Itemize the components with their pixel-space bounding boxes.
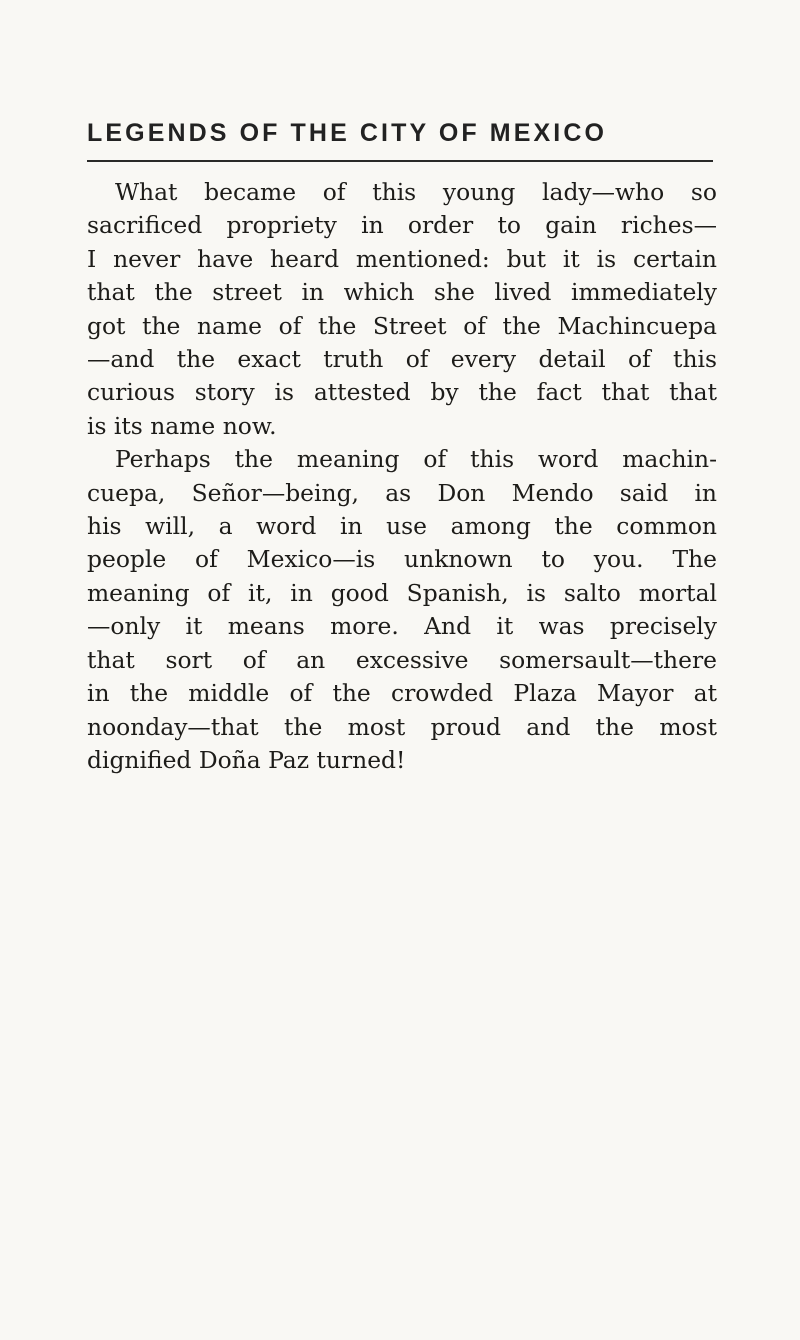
text-line: What became of this young lady—who so — [115, 178, 717, 206]
text-line: people of Mexico—is unknown to you. The — [87, 545, 717, 574]
text-line: I never have heard mentioned: but it is certain — [87, 244, 717, 273]
text-line: that the street in which she lived immediately — [87, 278, 717, 307]
text-line: in the middle of the crowded Plaza Mayor at — [87, 679, 717, 708]
text-line: that sort of an excessive somersault—there — [87, 645, 717, 674]
text-line: cuepa, Señor—being, as Don Mendo said in — [87, 478, 717, 507]
text-line: sacrificed propriety in order to gain riches— — [87, 211, 717, 240]
paragraph-1 — [87, 176, 717, 443]
book-page — [87, 118, 717, 777]
paragraph-2 — [87, 443, 717, 777]
text-line: meaning of it, in good Spanish, is salto mortal — [87, 578, 717, 607]
text-line: —only it means more. And it was precisely — [87, 612, 717, 641]
text-line: curious story is attested by the fact that that — [87, 378, 717, 407]
running-head: LEGENDS OF THE CITY OF MEXICO — [87, 119, 608, 147]
text-line: is its name now. — [87, 411, 277, 440]
header-rule — [87, 160, 713, 162]
text-line: —and the exact truth of every detail of this — [87, 345, 717, 374]
text-line: noonday—that the most proud and the most — [87, 712, 717, 741]
text-line: got the name of the Street of the Machincuepa — [87, 311, 717, 340]
body-text — [87, 176, 717, 777]
text-line: his will, a word in use among the common — [87, 512, 717, 541]
text-line: dignified Doña Paz turned! — [87, 745, 406, 774]
text-line: Perhaps the meaning of this word machin- — [115, 445, 717, 474]
